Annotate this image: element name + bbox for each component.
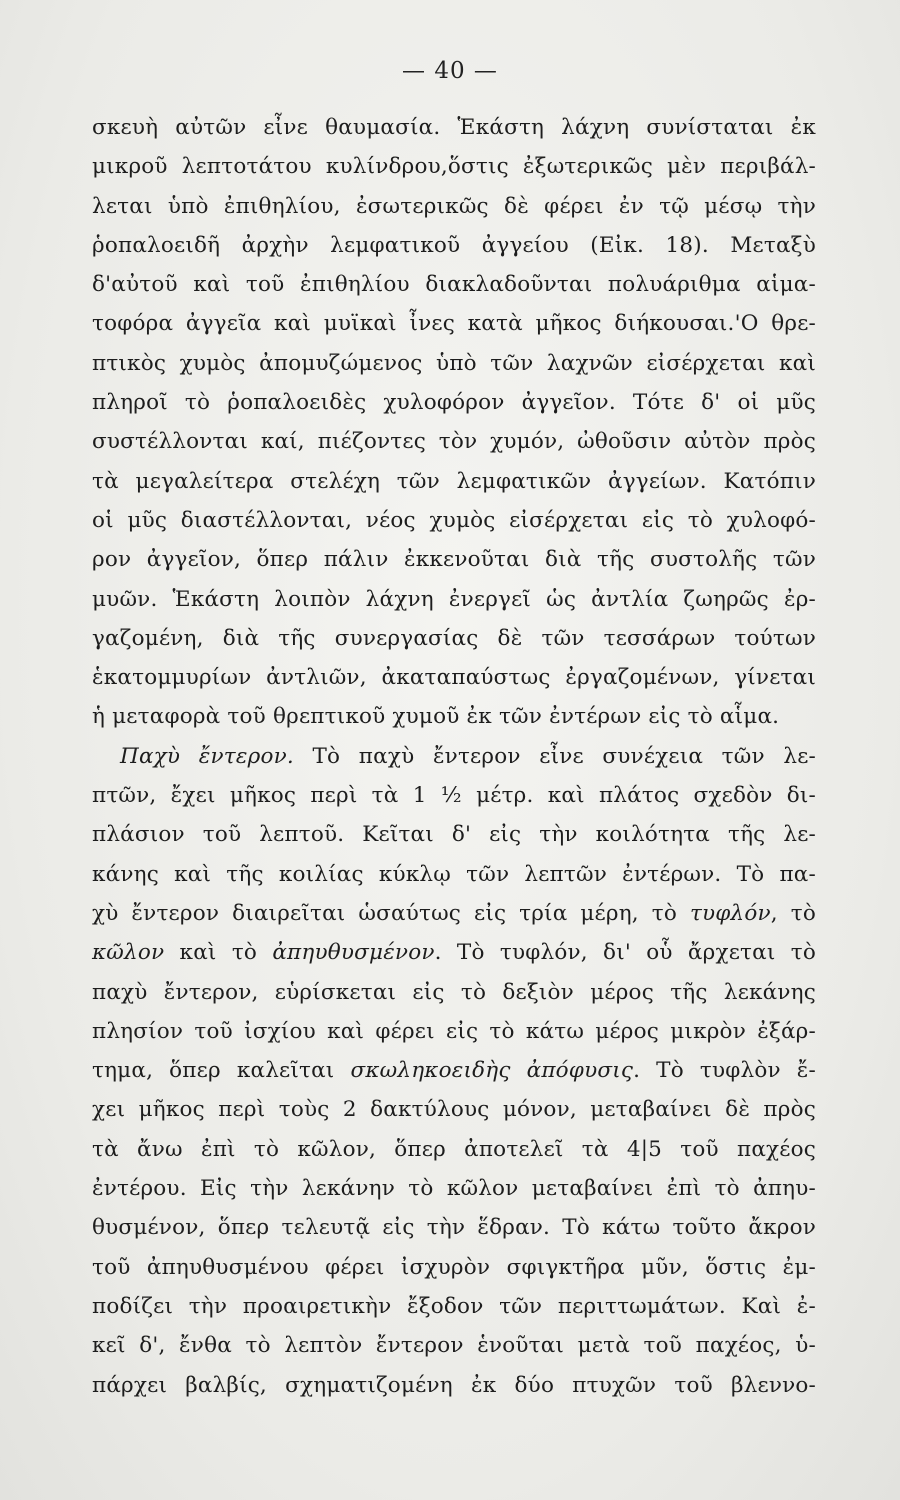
text-line: δ'αὐτοῦ καὶ τοῦ ἐπιθηλίου διακλαδοῦνται πολυάριθμα αἱμα- — [92, 272, 816, 298]
text-line: τὰ ἄνω ἐπὶ τὸ κῶλον, ὅπερ ἀποτελεῖ τὰ 4|5 τοῦ παχέος — [92, 1136, 816, 1162]
text-span: . Τὸ τυφλὸν ἔ- — [633, 1058, 817, 1084]
italic-term: ἀπηυθυσμένον — [272, 940, 435, 966]
text-line: λεται ὑπὸ ἐπιθηλίου, ἐσωτερικῶς δὲ φέρει ἐν τῷ μέσῳ τὴν — [92, 193, 816, 219]
text-line: πτῶν, ἔχει μῆκος περὶ τὰ 1 ½ μέτρ. καὶ πλάτος σχεδὸν δι- — [92, 783, 816, 809]
text-line: πτικὸς χυμὸς ἀπομυζώμενος ὑπὸ τῶν λαχνῶν εἰσέρχεται καὶ — [92, 350, 816, 376]
paragraph-first-line — [92, 737, 816, 776]
text-line: τὰ μεγαλείτερα στελέχη τῶν λεμφατικῶν ἀγγείων. Κατόπιν — [92, 468, 816, 494]
text-line — [92, 933, 816, 972]
text-line: πάρχει βαλβίς, σχηματιζομένη ἐκ δύο πτυχῶν τοῦ βλεννο- — [92, 1372, 816, 1398]
text-line: σκευὴ αὐτῶν εἶνε θαυμασία. Ἑκάστη λάχνη συνίσταται ἐκ — [92, 115, 816, 140]
text-line: ῥοπαλοειδῆ ἀρχὴν λεμφατικοῦ ἀγγείου (Εἰκ. 18). Μεταξὺ — [92, 232, 816, 258]
text-line: ἐντέρου. Εἰς τὴν λεκάνην τὸ κῶλον μεταβαίνει ἐπὶ τὸ ἀπηυ- — [92, 1176, 816, 1202]
text-line: χει μῆκος περὶ τοὺς 2 δακτύλους μόνον, μεταβαίνει δὲ πρὸς — [92, 1097, 816, 1123]
text-span: χὺ ἔντερον διαιρεῖται ὡσαύτως εἰς τρία μέρη, τὸ — [92, 900, 690, 926]
text-line: πληροῖ τὸ ῥοπαλοειδὲς χυλοφόρον ἀγγεῖον. Τότε δ' οἱ μῦς — [92, 390, 816, 416]
text-line: γαζομένη, διὰ τῆς συνεργασίας δὲ τῶν τεσσάρων τούτων — [92, 625, 816, 651]
text-line: κάνης καὶ τῆς κοιλίας κύκλῳ τῶν λεπτῶν ἐντέρων. Τὸ πα- — [92, 861, 816, 887]
text-span: , τὸ — [770, 900, 817, 926]
text-line: πλησίον τοῦ ἰσχίου καὶ φέρει εἰς τὸ κάτω μέρος μικρὸν ἐξάρ- — [92, 1018, 816, 1044]
text-line: ρον ἀγγεῖον, ὅπερ πάλιν ἐκκενοῦται διὰ τῆς συστολῆς τῶν — [92, 547, 816, 573]
italic-term: κῶλον — [92, 940, 165, 966]
text-line: μυῶν. Ἑκάστη λοιπὸν λάχνη ἐνεργεῖ ὡς ἀντλία ζωηρῶς ἐρ- — [92, 586, 816, 612]
body-text — [92, 108, 816, 1405]
text-span: τημα, ὅπερ καλεῖται — [92, 1058, 351, 1084]
text-line: τοφόρα ἀγγεῖα καὶ μυϊκαὶ ἶνες κατὰ μῆκος διήκουσαι.'Ο θρε- — [92, 311, 816, 337]
text-line: παχὺ ἔντερον, εὑρίσκεται εἰς τὸ δεξιὸν μέρος τῆς λεκάνης — [92, 979, 816, 1005]
text-span: Τὸ παχὺ ἔντερον εἶνε συνέχεια τῶν λε- — [312, 743, 817, 769]
text-span: καὶ τὸ — [164, 940, 273, 966]
text-line: ποδίζει τὴν προαιρετικὴν ἔξοδον τῶν περιττωμάτων. Καὶ ἐ- — [92, 1293, 816, 1319]
text-line: ἡ μεταφορὰ τοῦ θρεπτικοῦ χυμοῦ ἐκ τῶν ἐντέρων εἰς τὸ αἷμα. — [92, 704, 780, 730]
section-heading: Παχὺ ἔντερον. — [120, 743, 294, 769]
text-line: μικροῦ λεπτοτάτου κυλίνδρου,ὅστις ἐξωτερικῶς μὲν περιβάλ- — [92, 154, 816, 180]
text-line — [92, 894, 816, 933]
text-line: τοῦ ἀπηυθυσμένου φέρει ἰσχυρὸν σφιγκτῆρα μῦν, ὅστις ἐμ- — [92, 1254, 816, 1280]
italic-term: τυφλόν — [689, 900, 771, 926]
text-line — [92, 1051, 816, 1090]
text-line: πλάσιον τοῦ λεπτοῦ. Κεῖται δ' εἰς τὴν κοιλότητα τῆς λε- — [92, 822, 816, 848]
text-line: οἱ μῦς διαστέλλονται, νέος χυμὸς εἰσέρχεται εἰς τὸ χυλοφό- — [92, 507, 816, 533]
text-line: συστέλλονται καί, πιέζοντες τὸν χυμόν, ὠθοῦσιν αὐτὸν πρὸς — [92, 429, 816, 455]
text-line: κεῖ δ', ἔνθα τὸ λεπτὸν ἔντερον ἑνοῦται μετὰ τοῦ παχέος, ὑ- — [92, 1333, 816, 1359]
italic-term: σκωληκοειδὴς ἀπόφυσις — [350, 1058, 634, 1084]
text-span: . Τὸ τυφλόν, δι' οὗ ἄρχεται τὸ — [434, 940, 816, 966]
text-line: θυσμένον, ὅπερ τελευτᾷ εἰς τὴν ἕδραν. Τὸ κάτω τοῦτο ἄκρον — [92, 1215, 816, 1241]
text-line: ἑκατομμυρίων ἀντλιῶν, ἀκαταπαύστως ἐργαζομένων, γίνεται — [92, 665, 816, 691]
page-number: — 40 — — [402, 58, 498, 84]
